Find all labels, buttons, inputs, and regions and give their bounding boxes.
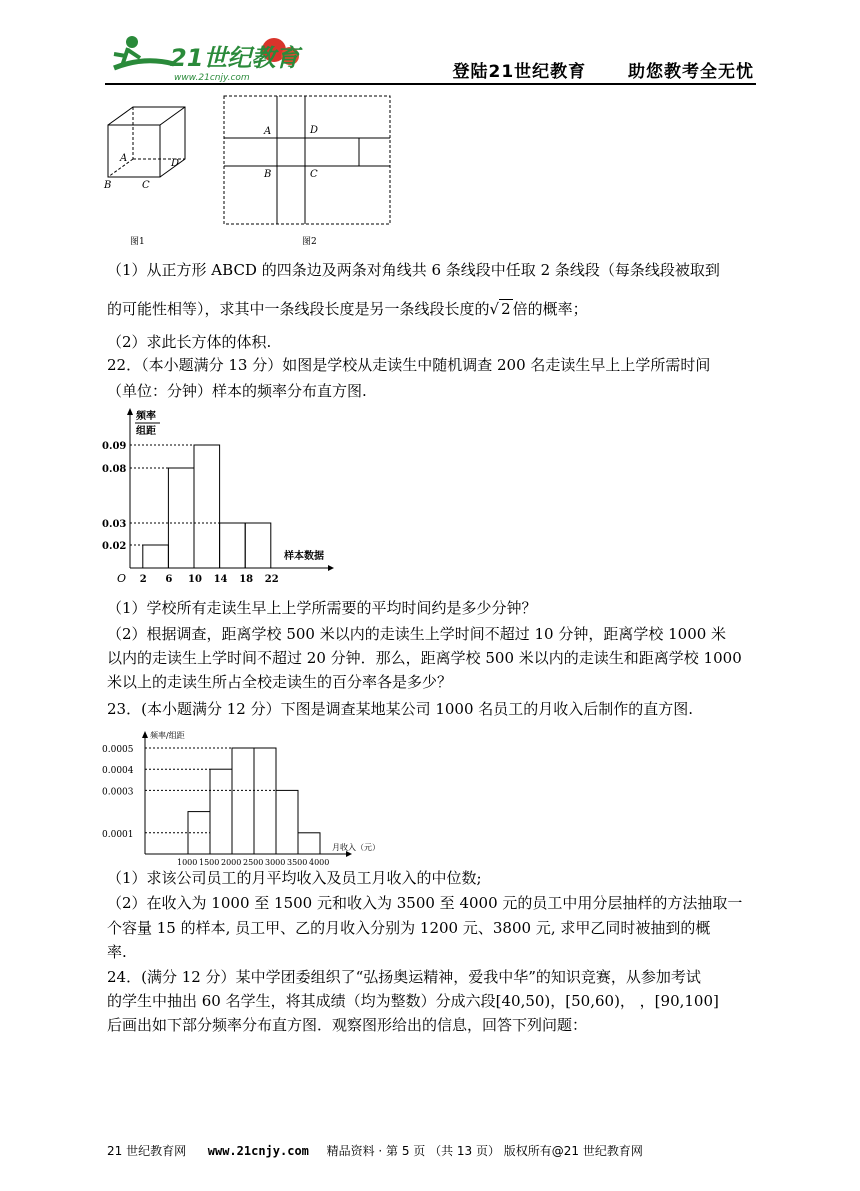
x-tick-label: 4000 [309,858,330,867]
logo-figure-icon [126,36,138,48]
y-tick-label: 0.0003 [102,787,134,798]
x-tick-label: 22 [264,574,279,585]
y-tick-label: 0.0004 [102,766,134,777]
x-tick-label: 14 [213,574,228,585]
y-axis-arrow-icon [127,408,133,415]
x-axis-label: 月收入（元） [332,843,380,852]
x-axis-arrow-icon [328,565,334,571]
origin-label: O [117,572,127,585]
q21-part1-line1: （1）从正方形 ABCD 的四条边及两条对角线共 6 条线段中任取 2 条线段（每条线段被取到 [107,261,720,279]
x-tick-label: 3000 [265,858,286,867]
y-tick-label: 0.09 [102,441,127,452]
q22-part1: （1）学校所有走读生早上上学所需要的平均时间约是多少分钟？ [107,599,537,617]
y-tick-label: 0.0005 [102,745,134,755]
geometry-figures [100,92,400,252]
fig2-label-d: D [310,125,319,136]
histogram-bar [298,833,320,854]
fig2-caption: 图2 [302,237,317,247]
q22-line2: （单位：分钟）样本的频率分布直方图. [107,382,367,400]
histogram-bar [245,523,271,568]
x-tick-label: 18 [239,574,254,585]
x-tick-label: 3500 [287,858,308,867]
y-label-bottom: 组距 [136,426,156,437]
histogram-bar [276,790,298,854]
y-tick-label: 0.08 [102,464,127,475]
q23-part2-line3: 率. [107,943,127,961]
q24-line1: 24．(满分 12 分）某中学团委组织了“弘扬奥运精神，爱我中华”的知识竞赛，从参加考试 [107,968,701,986]
footer [107,1142,643,1159]
logo [104,28,304,86]
q22-part2-line3: 米以上的走读生所占全校走读生的百分率各是多少？ [107,673,453,691]
q22-line1: 22．（本小题满分 13 分）如图是学校从走读生中随机调查 200 名走读生早上上学所需时间 [107,356,711,374]
histogram-bar [232,748,254,854]
histogram-bar [143,545,169,568]
histogram-bar [194,445,220,568]
q21-part1-line2 [107,298,757,320]
footer-info: 精品资料 · 第 5 页 （共 13 页） 版权所有@21 世纪教育网 [326,1144,643,1158]
fig2-net [224,96,390,224]
chart-school-time [100,405,340,585]
header-divider [105,83,756,85]
header-slogan [452,57,754,82]
sqrt-radicand: 2 [501,300,511,318]
q23-part2-line2: 个容量 15 的样本, 员工甲、乙的月收入分别为 1200 元、3800 元, 求甲乙同时被抽到的概 [107,919,711,937]
x-tick-label: 6 [165,574,173,585]
y-label-top: 频率 [136,411,156,422]
x-tick-label: 1500 [199,858,220,867]
fig2-label-c: C [310,169,318,180]
histogram-bar [220,523,246,568]
q23-part2-line1: （2）在收入为 1000 至 1500 元和收入为 3500 至 4000 元的员工中用分层抽样的方法抽取一 [107,894,743,912]
x-tick-label: 2000 [221,858,242,867]
histogram-bar [168,468,194,568]
slogan-right: 助您教考全无忧 [628,62,754,82]
y-axis-arrow-icon [142,731,148,738]
fig1-label-c: C [142,180,150,191]
q23-part1: （1）求该公司员工的月平均收入及员工月收入的中位数; [107,869,482,887]
q21-part1-line2-b: 倍的概率； [512,300,588,318]
fig2-label-b: B [264,169,272,180]
x-tick-label: 2500 [243,858,264,867]
x-axis-label: 样本数据 [284,551,324,562]
q24-line3: 后画出如下部分频率分布直方图．观察图形给出的信息，回答下列问题： [107,1016,588,1034]
fig1-label-d: D [171,158,180,169]
sqrt-symbol: √ 2 [489,300,511,318]
footer-url[interactable]: www.21cnjy.com [207,1144,309,1158]
fig1-caption: 图1 [130,237,145,247]
x-tick-label: 1000 [177,858,198,867]
q21-part1-line2-a: 的可能性相等），求其中一条线段长度是另一条线段长度的 [107,300,490,318]
slogan-left: 登陆21世纪教育 [452,62,587,82]
x-tick-label: 2 [139,574,147,585]
footer-site: 21 世纪教育网 [107,1144,187,1158]
q22-part2-line2: 以内的走读生上学时间不超过 20 分钟．那么，距离学校 500 米以内的走读生和距离学校 1000 [107,649,742,667]
y-tick-label: 0.0001 [102,829,134,840]
y-tick-label: 0.03 [102,519,127,530]
fig2-label-a: A [264,126,272,137]
y-tick-label: 0.02 [102,541,127,552]
q22-part2-line1: （2）根据调查，距离学校 500 米以内的走读生上学时间不超过 10 分钟，距离学校 1000 米 [107,625,727,643]
chart-income [100,728,380,870]
fig1-label-b: B [104,180,112,191]
histogram-bar [210,769,232,854]
q24-line2: 的学生中抽出 60 名学生，将其成绩（均为整数）分成六段[40,50)，[50,60)， ，[90,100] [107,992,719,1010]
histogram-bar [254,748,276,854]
logo-url: www.21cnjy.com [174,73,250,83]
y-axis-label: 频率/组距 [150,731,185,740]
q23-line1: 23．(本小题满分 12 分）下图是调查某地某公司 1000 名员工的月收入后制作的直方图. [107,700,694,718]
fig1-label-a: A [120,153,128,164]
q21-part2: （2）求此长方体的体积. [107,333,272,351]
x-tick-label: 10 [188,574,202,585]
logo-text: 21世纪教育 [170,44,300,72]
